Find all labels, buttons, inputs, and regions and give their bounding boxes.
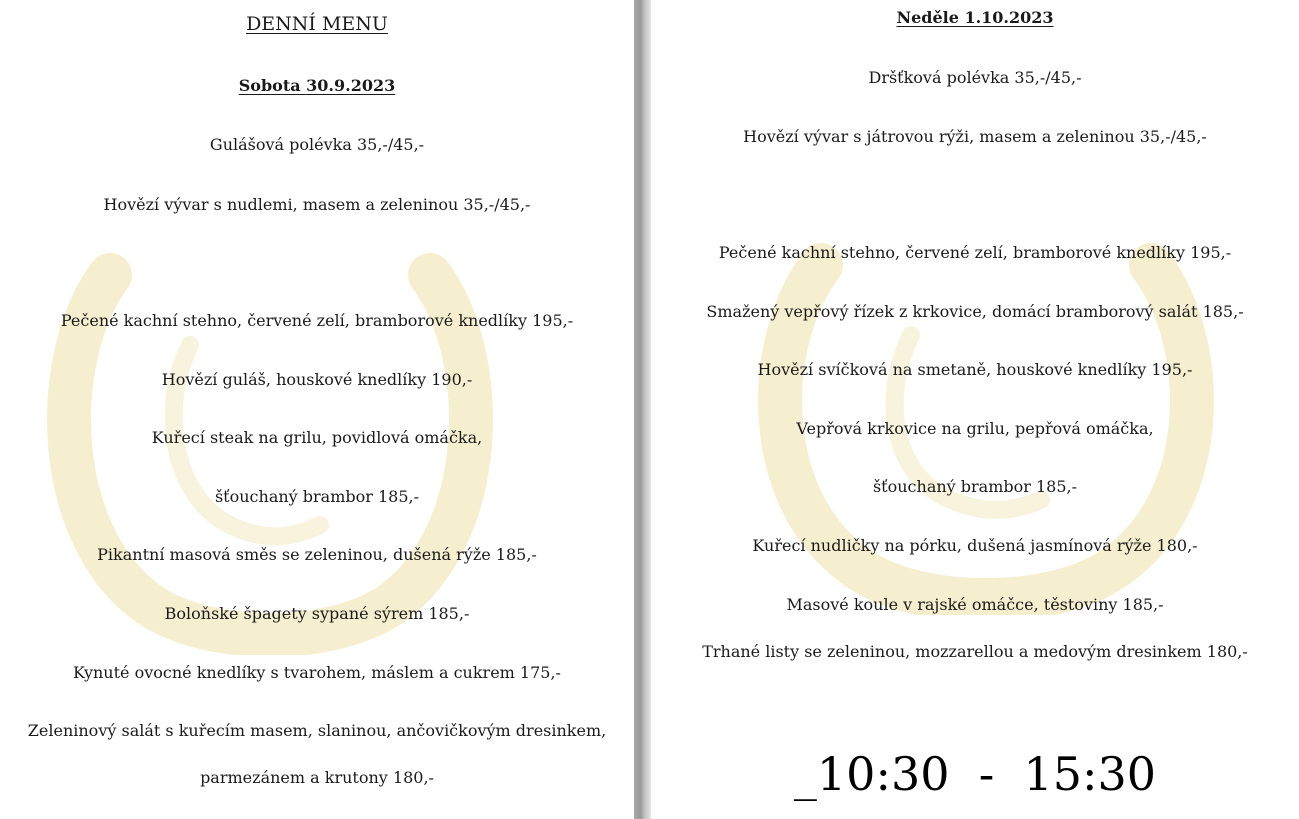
menu-item: Trhané listy se zeleninou, mozzarellou a medovým dresinkem 180,- xyxy=(702,642,1248,661)
right-page xyxy=(651,0,1299,819)
menu-item: Gulášová polévka 35,-/45,- xyxy=(209,135,425,154)
menu-item: Pečené kachní stehno, červené zelí, bramborové knedlíky 195,- xyxy=(60,311,574,330)
menu-item: Kynuté ovocné knedlíky s tvarohem, máslem a cukrem 175,- xyxy=(73,663,561,682)
left-page xyxy=(0,0,634,819)
menu-item: šťouchaný brambor 185,- xyxy=(214,487,420,506)
menu-item: Pikantní masová směs se zeleninou, dušená rýže 185,- xyxy=(97,545,537,564)
menu-item: Dršťková polévka 35,-/45,- xyxy=(868,68,1082,87)
menu-item: Pečené kachní stehno, červené zelí, bramborové knedlíky 195,- xyxy=(718,243,1232,262)
menu-item: Smažený vepřový řízek z krkovice, domácí bramborový salát 185,- xyxy=(706,302,1244,321)
day-heading-sunday: Neděle 1.10.2023 xyxy=(896,8,1054,27)
day-heading-saturday: Sobota 30.9.2023 xyxy=(238,76,396,95)
menu-item: Hovězí vývar s nudlemi, masem a zeleninou 35,-/45,- xyxy=(103,195,531,214)
page-gutter xyxy=(634,0,651,819)
menu-item: Boloňské špagety sypané sýrem 185,- xyxy=(164,604,470,623)
menu-title: DENNÍ MENU xyxy=(246,13,388,35)
opening-hours: _10:30 - 15:30 xyxy=(793,747,1157,801)
menu-item: Zeleninový salát s kuřecím masem, slaninou, ančovičkovým dresinkem, xyxy=(27,721,607,740)
menu-item: Kuřecí nudličky na pórku, dušená jasmínová rýže 180,- xyxy=(752,536,1198,555)
menu-item: Masové koule v rajské omáčce, těstoviny 185,- xyxy=(786,595,1164,614)
menu-item: parmezánem a krutony 180,- xyxy=(200,768,434,787)
menu-item: Hovězí vývar s játrovou rýži, masem a zeleninou 35,-/45,- xyxy=(743,127,1207,146)
menu-item: Vepřová krkovice na grilu, pepřová omáčka, xyxy=(796,419,1154,438)
menu-item: Hovězí svíčková na smetaně, houskové knedlíky 195,- xyxy=(757,360,1193,379)
menu-item: Kuřecí steak na grilu, povidlová omáčka, xyxy=(151,428,483,447)
menu-item: šťouchaný brambor 185,- xyxy=(872,477,1078,496)
menu-item: Hovězí guláš, houskové knedlíky 190,- xyxy=(161,370,473,389)
